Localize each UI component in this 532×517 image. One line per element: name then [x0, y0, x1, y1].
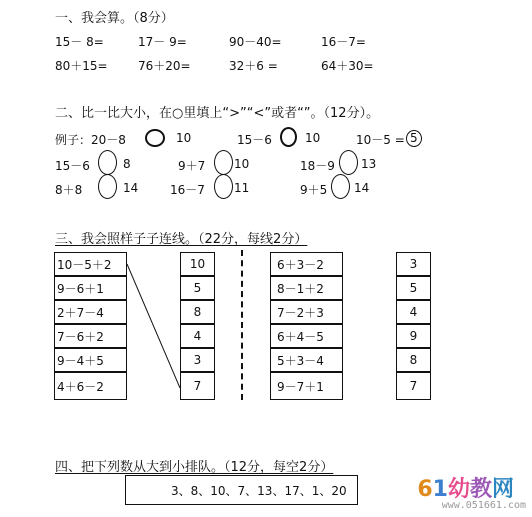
- expr: 18－9: [300, 159, 335, 173]
- table-cell: 2＋7－4: [54, 300, 127, 324]
- table-cell: 9－7＋1: [270, 372, 343, 400]
- section2-title: 二、比一比大小，在○里填上“>”“<”或者“”。（12分）。: [55, 106, 380, 121]
- problem: 80＋15=: [55, 59, 108, 73]
- value: 10: [305, 131, 321, 145]
- numbers-list: 3、8、10、7、13、17、1、20: [171, 484, 347, 498]
- value: 10: [234, 157, 250, 171]
- value: 8: [123, 157, 131, 171]
- expr: 9＋5: [300, 183, 328, 197]
- expr: 15－6: [237, 133, 272, 147]
- table-cell: 6＋3－2: [270, 252, 343, 276]
- table-cell: 4: [180, 324, 215, 348]
- table-cell: 7－6＋2: [54, 324, 127, 348]
- table-cell: 4: [396, 300, 431, 324]
- table-cell: 9－6＋1: [54, 276, 127, 300]
- table-cell: 3: [180, 348, 215, 372]
- example-connect-line: [127, 264, 180, 388]
- example-right: 10: [176, 131, 192, 145]
- problem: 15－ 8=: [55, 35, 104, 49]
- value: 14: [123, 181, 139, 195]
- expr: 16－7: [170, 183, 205, 197]
- table-cell: 9: [396, 324, 431, 348]
- section1-title: 一、我会算。（8分）: [55, 11, 174, 26]
- table-cell: 10: [180, 252, 215, 276]
- site-url: www.051661.com: [441, 500, 526, 511]
- table-cell: 10－5＋2: [54, 252, 127, 276]
- problem: 32＋6 =: [229, 59, 278, 73]
- table-cell: 5: [396, 276, 431, 300]
- problem: 16－7=: [321, 35, 366, 49]
- table-cell: 9－4＋5: [54, 348, 127, 372]
- expr: 10－5 =: [356, 133, 405, 147]
- example-label: 例子：20－8: [55, 133, 126, 147]
- problem: 76＋20=: [138, 59, 191, 73]
- expr: 9＋7: [178, 159, 206, 173]
- table-cell: 4＋6－2: [54, 372, 127, 400]
- expr: 8＋8: [55, 183, 83, 197]
- table-cell: 7: [396, 372, 431, 400]
- problem: 17－ 9=: [138, 35, 187, 49]
- table-cell: 6＋4－5: [270, 324, 343, 348]
- expr: 15－6: [55, 159, 90, 173]
- table-cell: 8－1＋2: [270, 276, 343, 300]
- answer-value: 5: [410, 131, 418, 145]
- value: 13: [361, 157, 377, 171]
- value: 11: [234, 181, 250, 195]
- problem: 64＋30=: [321, 59, 374, 73]
- dashed-divider: [241, 250, 243, 400]
- table-cell: 7: [180, 372, 215, 400]
- table-cell: 7－2＋3: [270, 300, 343, 324]
- site-logo: 61幼教网: [417, 477, 514, 502]
- table-cell: 5: [180, 276, 215, 300]
- table-cell: 8: [180, 300, 215, 324]
- section4-title: 四、把下列数从大到小排队。（12分，每空2分）: [55, 460, 334, 475]
- section3-title: 三、我会照样子子连线。（22分，每线2分）: [55, 232, 308, 247]
- table-cell: 5＋3－4: [270, 348, 343, 372]
- problem: 90－40=: [229, 35, 282, 49]
- table-cell: 8: [396, 348, 431, 372]
- table-cell: 3: [396, 252, 431, 276]
- value: 14: [354, 181, 370, 195]
